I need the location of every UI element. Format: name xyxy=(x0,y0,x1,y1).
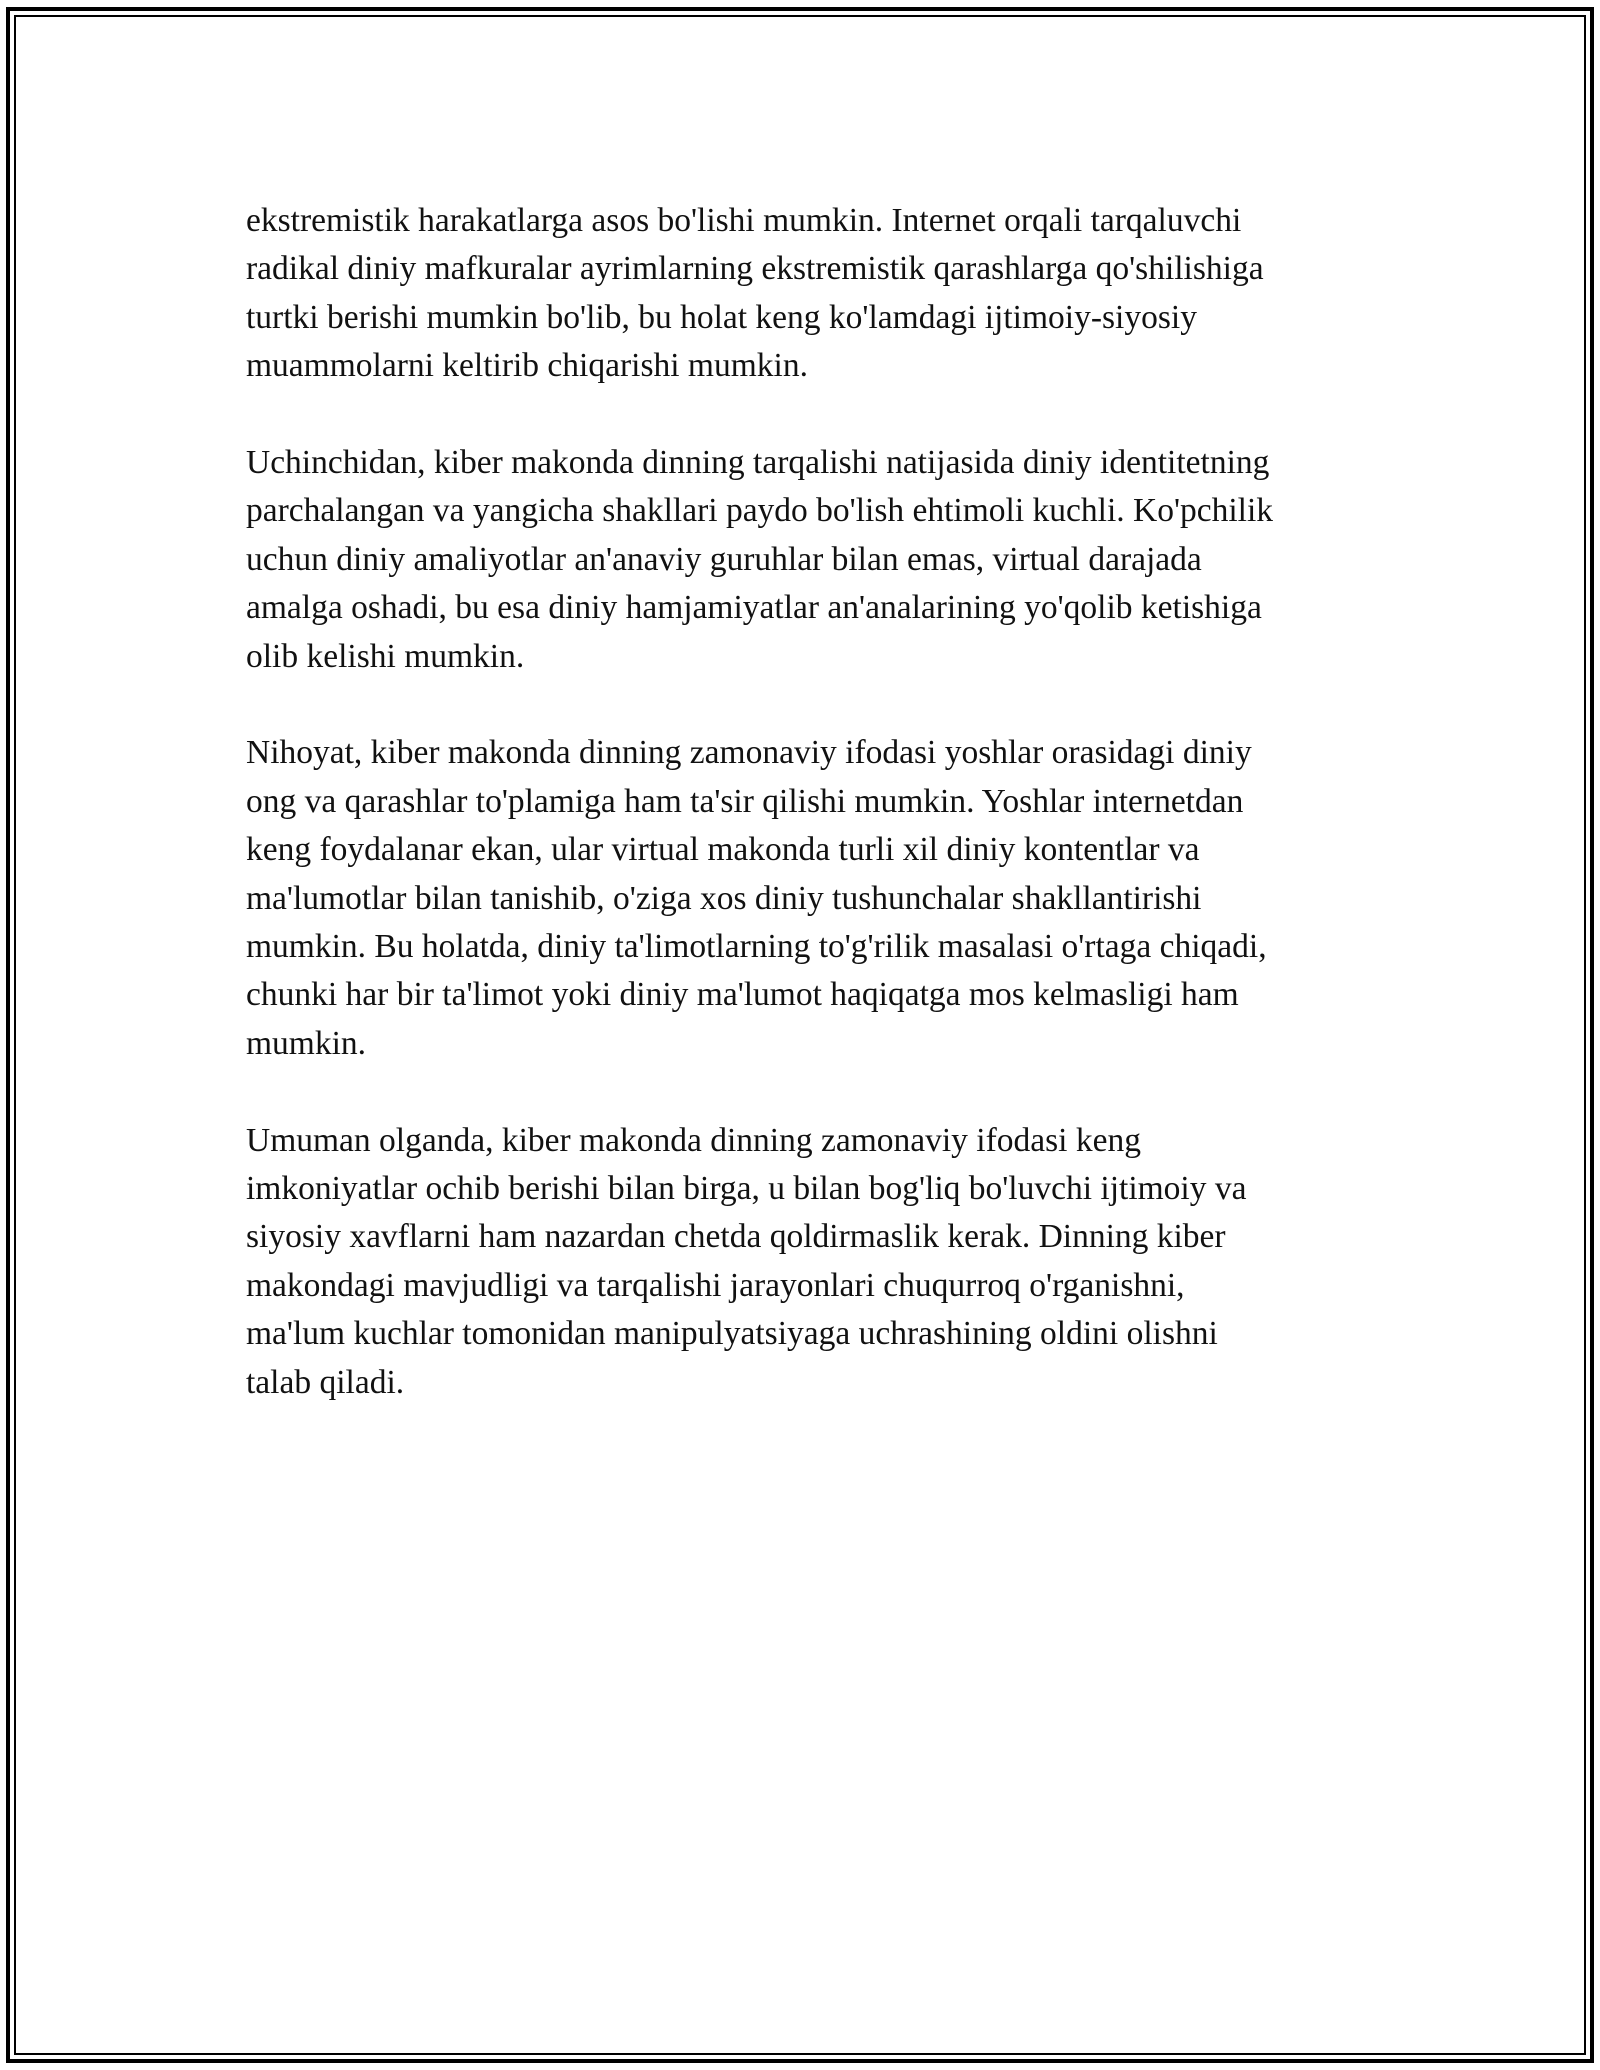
paragraph-1: ekstremistik harakatlarga asos bo'lishi mumkin. Internet orqali tarqaluvchi radikal diniy mafkuralar ayrimlarning ekstremistik qarashlarga qo'shilishiga turtki berishi mumkin bo'lib, bu holat keng ko'lamdagi ijtimoiy-siyosiy muammolarni keltirib chiqarishi mumkin. xyxy=(246,202,1264,385)
paragraph-4: Umuman olganda, kiber makonda dinning zamonaviy ifodasi keng imkoniyatlar ochib berishi bilan birga, u bilan bog'liq bo'luvchi ijtimoiy va siyosiy xavflarni ham nazardan chetda qoldirmaslik kerak. Dinning kiber makondagi mavjudligi va tarqalishi jarayonlari chuqurroq o'rganishni, ma'lum kuchlar tomonidan manipulyatsiyaga uchrashining oldini olishni talab qiladi. xyxy=(246,1121,1247,1401)
document-body xyxy=(246,197,1376,1456)
paragraph-3: Nihoyat, kiber makonda dinning zamonaviy ifodasi yoshlar orasidagi diniy ong va qarashlar to'plamiga ham ta'sir qilishi mumkin. Yoshlar internetdan keng foydalanar ekan, ular virtual makonda turli xil diniy kontentlar va ma'lumotlar bilan tanishib, o'ziga xos diniy tushunchalar shakllantirishi mumkin. Bu holatda, diniy ta'limotlarning to'g'rilik masalasi o'rtaga chiqadi, chunki har bir ta'limot yoki diniy ma'lumot haqiqatga mos kelmasligi ham mumkin. xyxy=(246,734,1267,1062)
document-page xyxy=(6,7,1594,2063)
paragraph-2: Uchinchidan, kiber makonda dinning tarqalishi natijasida diniy identitetning parchalangan va yangicha shakllari paydo bo'lish ehtimoli kuchli. Ko'pchilik uchun diniy amaliyotlar an'anaviy guruhlar bilan emas, virtual darajada amalga oshadi, bu esa diniy hamjamiyatlar an'analarining yo'qolib ketishiga olib kelishi mumkin. xyxy=(246,444,1274,675)
